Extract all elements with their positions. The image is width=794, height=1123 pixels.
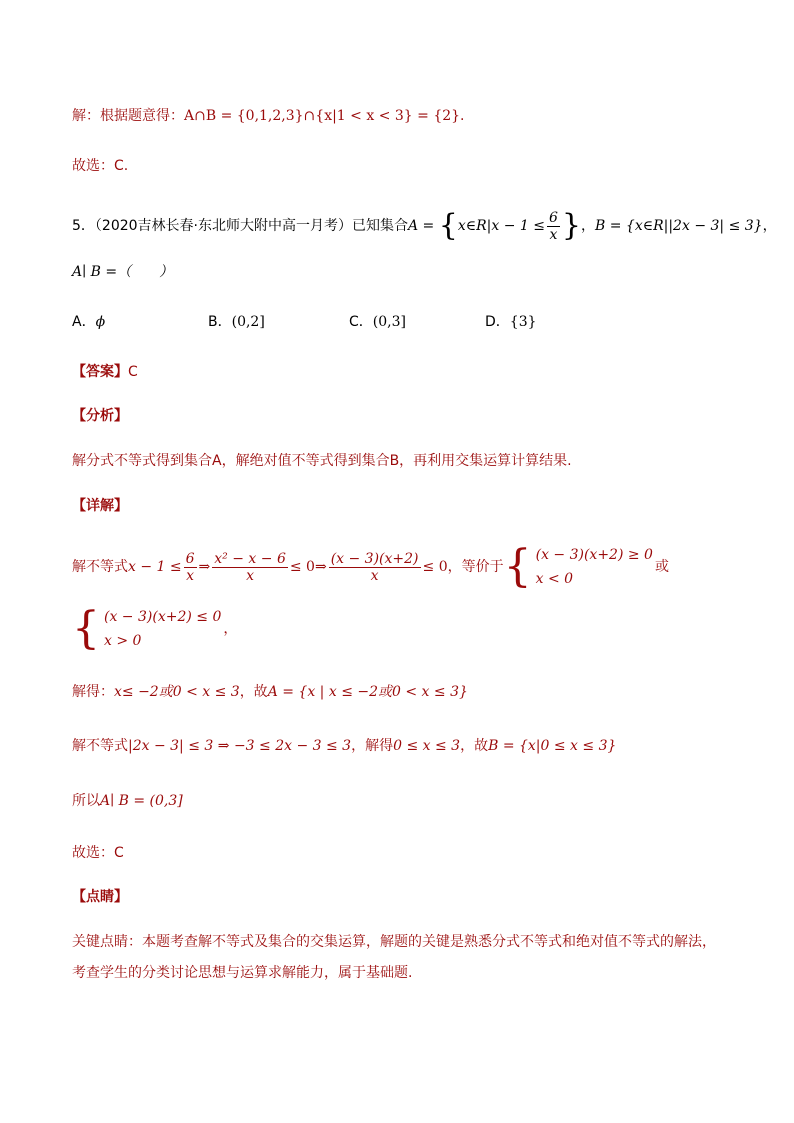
- analysis-text: 解分式不等式得到集合A，解绝对值不等式得到集合B，再利用交集运算计算结果.: [72, 453, 572, 469]
- option-b: B．(0,2]: [208, 314, 265, 330]
- system-1: (x − 3)(x+2) ≥ 0 x < 0: [535, 547, 653, 587]
- answer-line: [72, 362, 138, 382]
- set-b: B = {x∈R||2x − 3| ≤ 3}: [595, 218, 763, 234]
- set-a-inner: x∈R|x − 1 ≤: [457, 218, 545, 234]
- comment-tag: 【点睛】: [72, 889, 128, 905]
- answer-tag: 【答案】: [72, 364, 128, 380]
- question-ask: A∣ B =（ ）: [72, 264, 174, 280]
- question-stem: 5．（2020吉林长春·东北师大附中高一月考）已知集合A = {x∈R|x − 1 ≤ $\frac{6}{x}$ }，B = {x∈R||2x − 3| ≤ 3}，: [72, 208, 777, 243]
- option-d: D．{3}: [485, 314, 537, 330]
- detail-so: 所以A∣ B = (0,3]: [72, 793, 183, 809]
- solution-prefix: 解：根据题意得：: [72, 108, 184, 124]
- detail-solve-1: 解得：x≤ −2或0 < x ≤ 3，故A = {x | x ≤ −2或0 < x ≤ 3}: [72, 684, 468, 700]
- comment-line-1: 关键点睛：本题考查解不等式及集合的交集运算，解题的关键是熟悉分式不等式和绝对值不等式的解法，: [72, 934, 716, 950]
- fraction-quadratic: $\frac{\text{x² − x − 6}}{x}$: [214, 550, 286, 584]
- answer-value: C: [128, 364, 138, 380]
- solution-math: A∩B = {0,1,2,3}∩{x|1 < x < 3} = {2}: [184, 108, 461, 124]
- question-line-2: [72, 262, 173, 282]
- brace-close: }: [561, 208, 581, 243]
- solution-line-1: [72, 106, 465, 126]
- detail-step-1-cont: { (x − 3)(x+2) ≤ 0 x > 0，: [72, 603, 238, 654]
- option-c: C．(0,3]: [349, 314, 406, 330]
- system-brace-2: {: [72, 603, 100, 654]
- fraction-6-over-x-2: $\frac{6}{x}$: [185, 550, 195, 584]
- detail-solve-2: 解不等式|2x − 3| ≤ 3 ⇒ −3 ≤ 2x − 3 ≤ 3，解得0 ≤ x ≤ 3，故B = {x|0 ≤ x ≤ 3}: [72, 738, 617, 754]
- fraction-6-over-x: $\frac{6}{x}$: [548, 209, 558, 243]
- question-number-source: 5．（2020吉林长春·东北师大附中高一月考）已知集合: [72, 218, 408, 234]
- detail-tag: 【详解】: [72, 498, 128, 514]
- detail-choose: 故选：C: [72, 845, 124, 861]
- detail-step-1: 解不等式x − 1 ≤ $\frac{6}{x}$ ⇒ $\frac{\text{x² − x − 6}}{x}$ ≤ 0⇒ $\frac{(x - 3)(x+2)}{x}$ ≤ 0，等价于{ (x − 3)(x+2) ≥ 0 x < 0或: [72, 541, 669, 592]
- choice-line-1: 故选：C.: [72, 158, 129, 174]
- system-brace-1: {: [503, 541, 532, 592]
- analysis-tag: 【分析】: [72, 408, 128, 424]
- set-a-lhs: A =: [408, 218, 439, 234]
- brace-open: {: [438, 208, 458, 243]
- option-a: A．ϕ: [72, 314, 106, 330]
- comment-line-2: 考查学生的分类讨论思想与运算求解能力，属于基础题.: [72, 965, 413, 981]
- system-2: (x − 3)(x+2) ≤ 0 x > 0: [104, 609, 222, 649]
- solution-suffix: .: [460, 108, 465, 124]
- fraction-factored: $\frac{(x - 3)(x+2)}{x}$: [330, 550, 419, 584]
